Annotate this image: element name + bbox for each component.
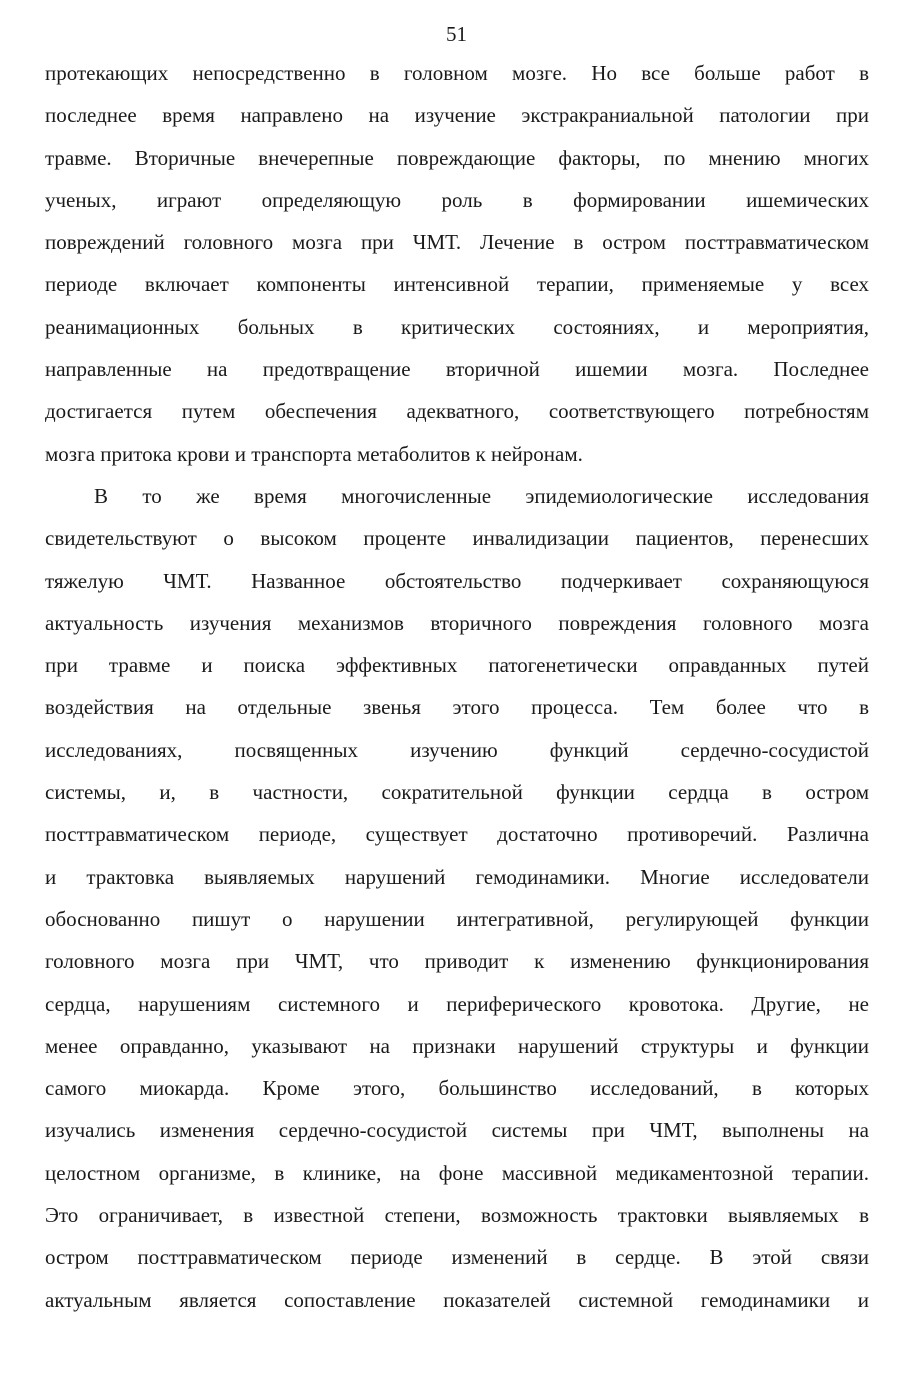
text-line: актуальным является сопоставление показателей системной гемодинамики и — [45, 1287, 869, 1312]
text-line: последнее время направлено на изучение экстракраниальной патологии при — [45, 103, 869, 128]
text-line: при травме и поиска эффективных патогенетически оправданных путей — [45, 653, 869, 678]
text-line: мозга притока крови и транспорта метаболитов к нейронам. — [45, 441, 583, 466]
paragraph-1 — [45, 52, 869, 475]
page-number: 51 — [446, 22, 467, 46]
text-line: повреждений головного мозга при ЧМТ. Лечение в остром посттравматическом — [45, 230, 869, 255]
text-line: изучались изменения сердечно-сосудистой системы при ЧМТ, выполнены на — [45, 1118, 869, 1143]
text-line: посттравматическом периоде, существует достаточно противоречий. Различна — [45, 822, 869, 847]
text-line: ученых, играют определяющую роль в формировании ишемических — [45, 187, 869, 212]
text-line: направленные на предотвращение вторичной ишемии мозга. Последнее — [45, 357, 869, 382]
text-line: остром посттравматическом периоде изменений в сердце. В этой связи — [45, 1245, 869, 1270]
text-line: В то же время многочисленные эпидемиологические исследования — [94, 484, 869, 508]
text-line: сердца, нарушениям системного и периферического кровотока. Другие, не — [45, 991, 869, 1016]
text-line: головного мозга при ЧМТ, что приводит к изменению функционирования — [45, 949, 869, 974]
text-line: травме. Вторичные внечерепные повреждающие факторы, по мнению многих — [45, 145, 869, 170]
text-line: самого миокарда. Кроме этого, большинство исследований, в которых — [45, 1076, 869, 1101]
text-line: периоде включает компоненты интенсивной терапии, применяемые у всех — [45, 272, 869, 297]
text-line: протекающих непосредственно в головном мозге. Но все больше работ в — [45, 61, 869, 85]
text-line: системы, и, в частности, сократительной функции сердца в остром — [45, 780, 869, 805]
text-line: достигается путем обеспечения адекватного, соответствующего потребностям — [45, 399, 869, 424]
text-line: менее оправданно, указывают на признаки нарушений структуры и функции — [45, 1033, 869, 1058]
text-line: обоснованно пишут о нарушении интегративной, регулирующей функции — [45, 906, 869, 931]
paragraph-2 — [45, 475, 869, 1321]
text-line: целостном организме, в клинике, на фоне массивной медикаментозной терапии. — [45, 1160, 869, 1185]
text-line: и трактовка выявляемых нарушений гемодинамики. Многие исследователи — [45, 864, 869, 889]
text-line: реанимационных больных в критических состояниях, и мероприятия, — [45, 314, 869, 339]
text-line: актуальность изучения механизмов вторичного повреждения головного мозга — [45, 610, 869, 635]
text-line: Это ограничивает, в известной степени, возможность трактовки выявляемых в — [45, 1203, 869, 1228]
text-line: воздействия на отдельные звенья этого процесса. Тем более что в — [45, 695, 869, 720]
text-line: тяжелую ЧМТ. Названное обстоятельство подчеркивает сохраняющуюся — [45, 568, 869, 593]
text-line: исследованиях, посвященных изучению функций сердечно-сосудистой — [45, 737, 869, 762]
text-line: свидетельствуют о высоком проценте инвалидизации пациентов, перенесших — [45, 526, 869, 551]
